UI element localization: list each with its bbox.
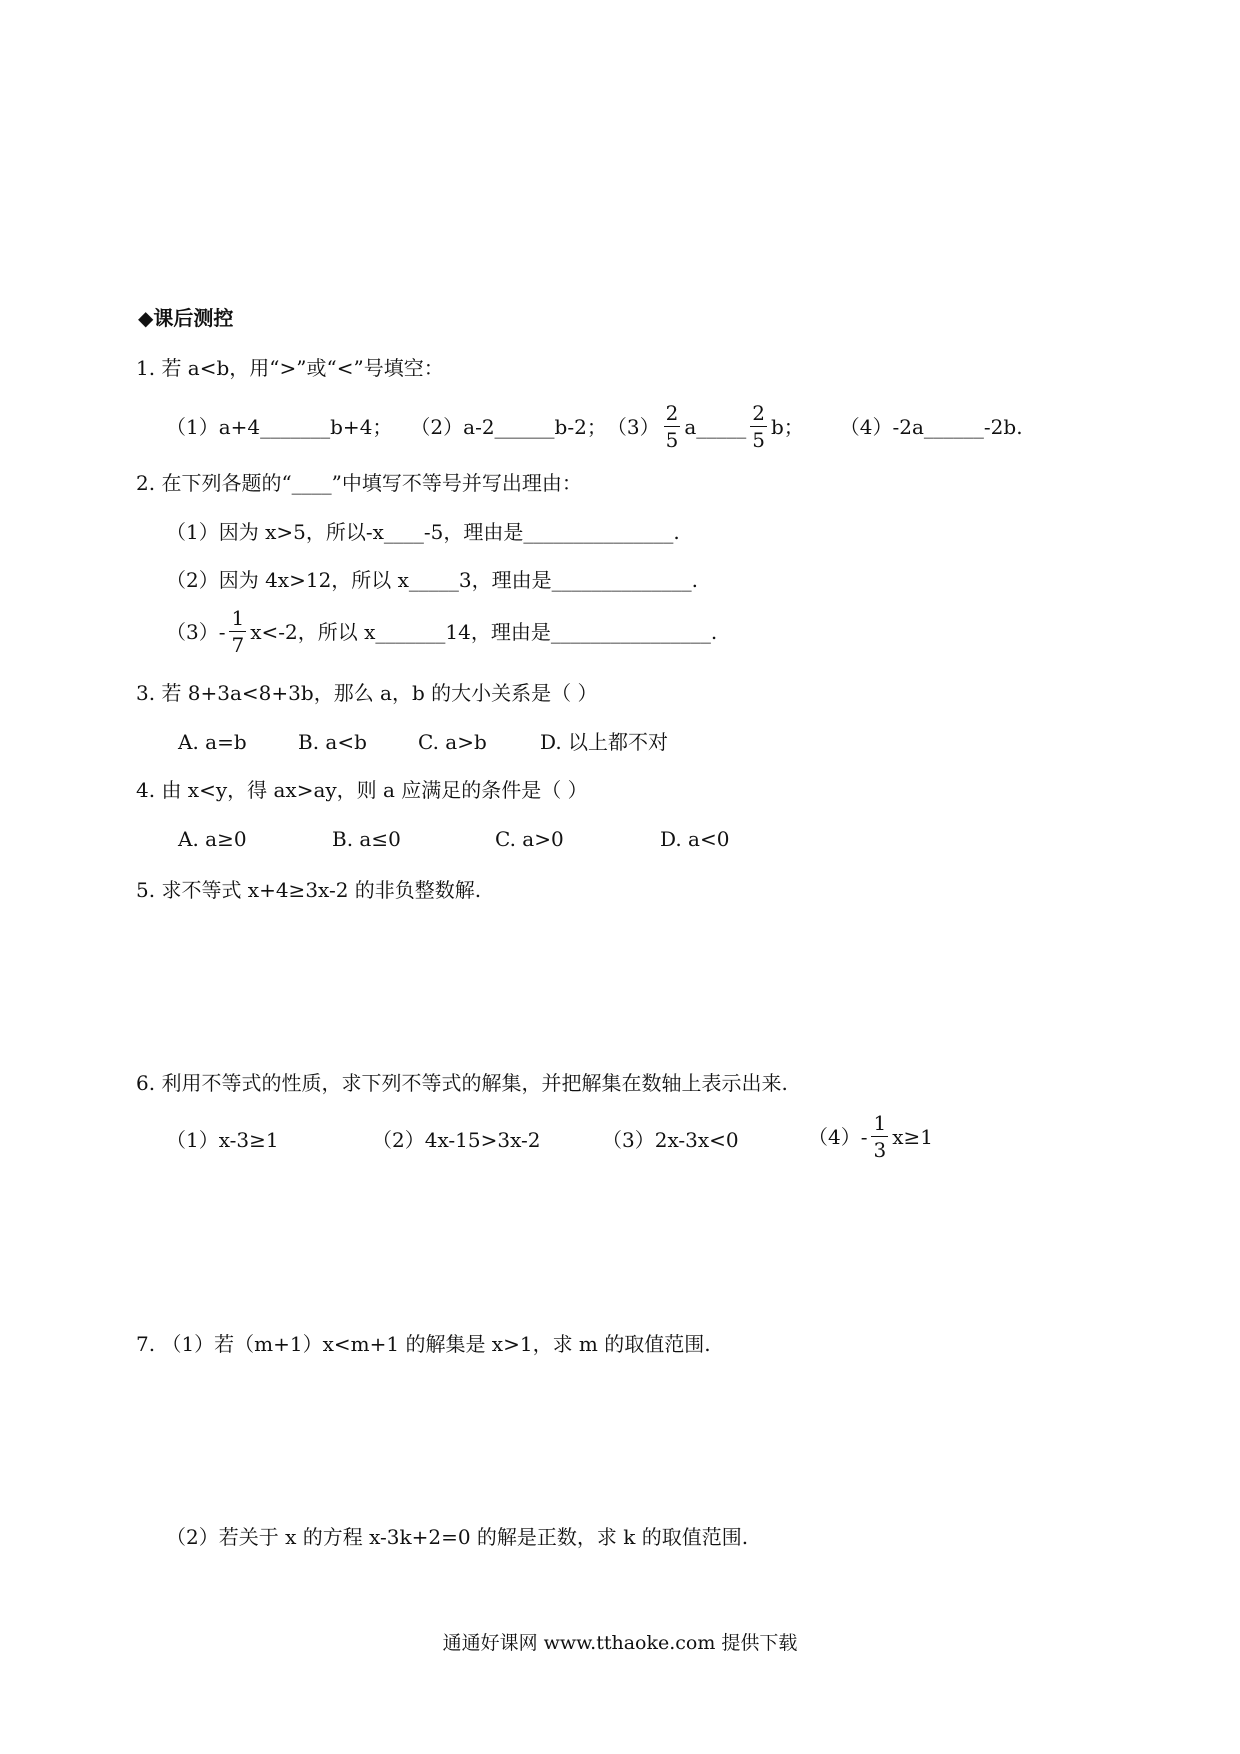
q1-part-2: （2）a-2______b-2；	[410, 414, 607, 439]
question-2-stem: 2. 在下列各题的“____”中填写不等号并写出理由：	[136, 471, 582, 495]
q3-option-d: D. 以上都不对	[540, 730, 669, 754]
question-7-part-1: 7. （1）若（m+1）x<m+1 的解集是 x>1，求 m 的取值范围.	[136, 1332, 711, 1356]
q3-option-c: C. a>b	[418, 730, 487, 754]
q2-part-3: （3）- $\frac{1}{7}$ x<-2，所以 x_______14，理由是________________.	[166, 606, 718, 657]
question-5-stem: 5. 求不等式 x+4≥3x-2 的非负整数解.	[136, 878, 482, 902]
q6-part-3: （3）2x-3x<0	[602, 1128, 739, 1152]
q6-fraction: $\frac{1}{3}$	[873, 1111, 887, 1162]
q6-part-2: （2）4x-15>3x-2	[372, 1128, 541, 1152]
q3-option-b: B. a<b	[298, 730, 367, 754]
q4-option-c: C. a>0	[495, 827, 564, 851]
q1-fraction-2: $\frac{2}{5}$	[752, 401, 765, 452]
question-3-stem: 3. 若 8+3a<8+3b，那么 a，b 的大小关系是（ ）	[136, 681, 598, 705]
question-1-parts	[166, 402, 1023, 451]
q3-option-a: A. a=b	[178, 730, 247, 754]
q1-part-4: （4）-2a______-2b.	[839, 414, 1023, 439]
q2-fraction: $\frac{1}{7}$	[231, 606, 245, 657]
q6-part-1: （1）x-3≥1	[166, 1128, 279, 1152]
q4-option-d: D. a<0	[660, 827, 730, 851]
question-4-stem: 4. 由 x<y，得 ax>ay，则 a 应满足的条件是（ ）	[136, 778, 588, 802]
section-title: ◆课后测控	[138, 306, 234, 330]
q4-option-a: A. a≥0	[178, 827, 247, 851]
q6-part-4: （4）- $\frac{1}{3}$ x≥1	[808, 1111, 933, 1162]
footer-source: 通通好课网 www.tthaoke.com 提供下载	[442, 1632, 798, 1654]
q1-part-3-suffix: b；	[770, 414, 804, 439]
q4-option-b: B. a≤0	[332, 827, 401, 851]
q1-part-1: （1）a+4_______b+4；	[166, 414, 393, 439]
question-7-part-2: （2）若关于 x 的方程 x-3k+2=0 的解是正数，求 k 的取值范围.	[166, 1525, 749, 1549]
question-1-stem: 1. 若 a<b，用“>”或“<”号填空：	[136, 356, 444, 380]
question-6-stem: 6. 利用不等式的性质，求下列不等式的解集，并把解集在数轴上表示出来.	[136, 1071, 788, 1095]
q1-fraction-1: $\frac{2}{5}$	[665, 401, 679, 452]
q2-part-2: （2）因为 4x>12，所以 x_____3，理由是______________.	[166, 568, 699, 592]
q1-part-3-mid: a_____	[684, 414, 747, 439]
q2-part-1: （1）因为 x>5，所以-x____-5，理由是_______________.	[166, 520, 680, 544]
q1-part-3-prefix: （3）	[606, 414, 660, 439]
